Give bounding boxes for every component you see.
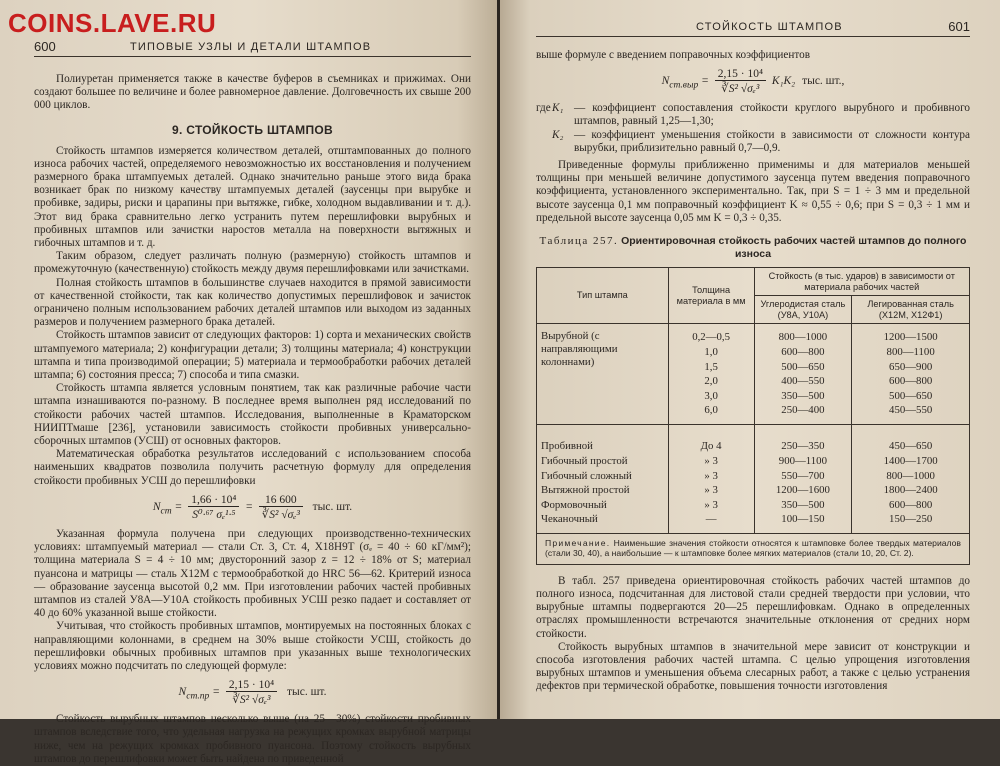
denominator: ∛S² √σₑ³: [261, 508, 300, 521]
cell-type: Гибочный простой: [537, 454, 669, 469]
header-alloy-steel: Легированная сталь (Х12М, Х12Ф1): [852, 296, 970, 324]
cell-type: Формовочный: [537, 498, 669, 513]
table-row: [537, 483, 970, 498]
running-header: [536, 0, 970, 37]
site-watermark: COINS.LAVE.RU: [8, 8, 217, 38]
cell-thickness: 1,0: [668, 345, 754, 360]
table-label: Таблица 257.: [539, 235, 619, 248]
table-row: [537, 439, 970, 454]
cell-type: Вырубной (с направляющими колоннами): [537, 330, 669, 418]
paragraph: Стойкость штампов измеряется количеством деталей, отштампованных до полного износа рабочих частей, определяемого невозможностью их восстановления и получением размерного брака штампуемых деталей. Однако значительно раньше этого вида брака возникает брак по низкому качеству штампуемых деталей (заусенцы при вырубке и пробивке, задиры, риски и царапины при вытяжке, гибке, холодном выдавливании и т. д.). Этот вид брака сравнительно легко устранить путем перешлифовки вырубных и пробивных штампов или зачистки наростов металла на поверхности вытяжных и гибочных штампов и т. д.: [34, 144, 471, 250]
cell-thickness: 1,5: [668, 359, 754, 374]
formula-lhs: N: [661, 75, 670, 88]
cell-alloy: 500—650: [852, 388, 970, 403]
left-page: [0, 0, 497, 765]
cell-thickness: » 3: [668, 498, 754, 513]
cell-thickness: » 3: [668, 483, 754, 498]
formula-n-cm-np: $N_{cm.np}$ = $\frac{\text{2,15 · 10⁴}}{\text{∛S² √σₑ³}}$ тыс. шт.: [178, 679, 327, 707]
table-note: [536, 534, 970, 565]
formula-factors: K₁K₂: [771, 75, 796, 88]
cell-alloy: 1200—1500: [852, 330, 970, 345]
header-thickness: Толщина материала в мм: [668, 268, 754, 324]
formula-unit: тыс. шт.,: [802, 75, 845, 88]
cell-type: Гибочный сложный: [537, 468, 669, 483]
table-row: [537, 498, 970, 513]
cell-carbon: 1200—1600: [754, 483, 852, 498]
formula-lhs: N: [152, 501, 161, 514]
paragraph: Стойкость вырубных штампов несколько выше (на 25—30%) стойкости пробивных штампов вследствие того, что удельная нагрузка на режущих кромках вырубной матрицы ниже, чем на режущих кромках пробивного пуансона. Поэтому стойкость вырубных штампов до перешлифовки может быть найдена по приведенной: [34, 713, 471, 765]
formula-n-cm-vyr: $N_{cm.выр}$ = $\frac{\text{2,15 · 10⁴}}{\text{∛S² √σₑ³}}$ K₁K₂ тыс. шт.,: [661, 68, 845, 96]
table-row: [537, 454, 970, 469]
cell-type: Чеканочный: [537, 512, 669, 527]
coefficient-text: — коэффициент сопоставления стойкости круглого вырубного и пробивного штампов, равный 1,25—1,30;: [574, 102, 970, 128]
cell-carbon: 550—700: [754, 468, 852, 483]
formula-lhs-sub: cm.выр: [669, 79, 699, 91]
paragraph: Полная стойкость штампов в большинстве случаев находится в прямой зависимости от качественной стойкости, так как количество допустимых перешлифовок и зачисток ограничено полным использованием рабочих деталей штампов или выходом из заданных размеров и получением размерного брака деталей.: [34, 276, 471, 329]
fraction: [259, 494, 303, 521]
cell-alloy: 600—800: [852, 498, 970, 513]
cell-alloy: 150—250: [852, 512, 970, 527]
paragraph: Приведенные формулы приближенно применимы и для материалов меньшей толщины при меньшей величине допустимого заусенца путем введения поправочного коэффициента, установленного экспериментально. Так, при S = 1 ÷ 3 мм и предельной высоте заусенца 0,1 мм поправочный коэффициент K ≈ 0,55 ÷ 0,6; при S = 0,3 ÷ 1 мм и предельной высоте заусенца 0,05 мм K = 0,3 ÷ 0,35.: [536, 159, 970, 224]
table-row: [537, 468, 970, 483]
paragraph: Стойкость вырубных штампов в значительной мере зависит от конструкции и способа изготовления рабочих частей штампа. С целью упрощения изготовления вырубных штампов и уменьшения объема слесарных работ, а также с целью устранения дефектов при термической обработке, повышения точности изготовления: [536, 640, 970, 693]
table-caption: [536, 235, 970, 261]
running-title: СТОЙКОСТЬ ШТАМПОВ: [696, 21, 843, 33]
cell-alloy: 600—800: [852, 374, 970, 389]
cell-alloy: 1800—2400: [852, 483, 970, 498]
numerator: 2,15 · 10⁴: [226, 679, 277, 692]
table-title: Ориентировочная стойкость рабочих частей штампов до полного износа: [621, 235, 967, 261]
cell-type: Пробивной: [537, 439, 669, 454]
formula-lhs-sub: cm: [160, 505, 172, 517]
cell-type: Вытяжной простой: [537, 483, 669, 498]
header-carbon-steel: Углеродистая сталь (У8А, У10А): [754, 296, 852, 324]
cell-thickness: До 4: [668, 439, 754, 454]
cell-alloy: 650—900: [852, 359, 970, 374]
cell-carbon: 900—1100: [754, 454, 852, 469]
page-number: 601: [948, 19, 970, 34]
numerator: 1,66 · 10⁴: [188, 494, 239, 507]
cell-carbon: 800—1000: [754, 330, 852, 345]
cell-thickness: 2,0: [668, 374, 754, 389]
cell-carbon: 600—800: [754, 345, 852, 360]
cell-carbon: 400—550: [754, 374, 852, 389]
durability-table: [536, 267, 970, 534]
cell-alloy: 450—550: [852, 403, 970, 418]
cell-carbon: 350—500: [754, 498, 852, 513]
coefficient-text: — коэффициент уменьшения стойкости в зависимости от сложности контура вырубки, приблизительно равный 0,7—0,9.: [574, 128, 970, 154]
cell-thickness: —: [668, 512, 754, 527]
paragraph: В табл. 257 приведена ориентировочная стойкость рабочих частей штампов до полного износа, подсчитанная для листовой стали средней твердости при условии, что вырубные штампы подвергаются 20—25 перешлифовкам. Однако в определенных отраслях промышленности встречаются значительные отклонения от средних норм стойкости.: [536, 574, 970, 640]
table-row: [537, 512, 970, 527]
fraction: [188, 494, 239, 521]
coefficient-symbol: K₂: [552, 128, 564, 141]
coefficient-symbol: K₁: [552, 102, 564, 115]
formula-lhs: N: [178, 686, 187, 699]
cell-thickness: » 3: [668, 454, 754, 469]
cell-carbon: 250—350: [754, 439, 852, 454]
paragraph: Учитывая, что стойкость пробивных штампов, монтируемых на постоянных блоках с направляющими колоннами, в среднем на 30% выше стойкости УСШ, стойкость до перешлифовки обычных пробивных штампов при указанных выше технологических условиях можно подсчитать по следующей формуле:: [34, 620, 471, 672]
paragraph: выше формуле с введением поправочных коэффициентов: [536, 49, 810, 61]
formula-unit: тыс. шт.: [312, 501, 353, 514]
running-title: ТИПОВЫЕ УЗЛЫ И ДЕТАЛИ ШТАМПОВ: [130, 41, 372, 53]
cell-thickness: 3,0: [668, 388, 754, 403]
paragraph: Стойкость штампов зависит от следующих факторов: 1) сорта и механических свойств штампуемого материала; 2) конфигурации детали; 3) толщины материала; 4) конструкции штампа и типа производимой операции; 5) материала и термообработки рабочих деталей штампа; 6) состояния пресса; 7) способа и типа смазки.: [34, 329, 471, 382]
header-type: Тип штампа: [537, 268, 669, 324]
coefficient-definitions: [536, 102, 970, 155]
formula-unit: тыс. шт.: [286, 686, 327, 699]
cell-alloy: 1400—1700: [852, 454, 970, 469]
paragraph: Стойкость штампа является условным понятием, так как различные рабочие части штампа изнашиваются по-разному. В последнее время выполнен ряд исследований по стойкости рабочих частей штампов. Исследования, выполненные в Краматорском НИИПТмаше [236], установили зависимость стойкости пробивных универсально-сборочных штампов (УСШ) от основных факторов.: [34, 382, 471, 448]
cell-thickness: 0,2—0,5: [668, 330, 754, 345]
formula-lhs-sub: cm.np: [186, 690, 210, 702]
cell-thickness: » 3: [668, 468, 754, 483]
cell-carbon: 250—400: [754, 403, 852, 418]
cell-carbon: 350—500: [754, 388, 852, 403]
cell-alloy: 800—1000: [852, 468, 970, 483]
denominator: ∛S² √σₑ³: [232, 694, 271, 707]
cell-alloy: 450—650: [852, 439, 970, 454]
cell-carbon: 100—150: [754, 512, 852, 527]
fraction: [715, 68, 766, 95]
denominator: S⁰·⁶⁷ σₑ¹·⁵: [192, 508, 236, 521]
table-row: [537, 330, 970, 345]
paragraph: Указанная формула получена при следующих производственно-технических условиях: штампуемый материал — стали Ст. 3, Ст. 4, Х18Н9Т (σₑ = 40 ÷ 60 кГ/мм²); толщина материала S = 4 ÷ 10 мм; двусторонний зазор z = 12 ÷ 18% от S; материал пуансона и матрицы — сталь Х12М с термообработкой до HRC 56—62. Критерий износа — образование заусенца высотой 0,2 мм. При изготовлении рабочих частей пробивных штампов из сталей У8А—У10А стойкость пробивных УСШ резко падает и составляет от 40 до 60% указанной выше стойкости.: [34, 527, 471, 620]
numerator: 2,15 · 10⁴: [715, 68, 766, 81]
paragraph: Математическая обработка результатов исследований с использованием способа наименьших квадратов позволила получить расчетную формулу для определения стойкости пробивных УСШ до перешлифовки: [34, 448, 471, 487]
cell-thickness: 6,0: [668, 403, 754, 418]
cell-alloy: 800—1100: [852, 345, 970, 360]
paragraph: Таким образом, следует различать полную (размерную) стойкость штампов и промежуточную (качественную) стойкость между двумя перешлифовками или зачистками.: [34, 250, 471, 276]
header-group: Стойкость (в тыс. ударов) в зависимости от материала рабочих частей: [754, 268, 970, 296]
right-page: [500, 0, 1000, 719]
paragraph: Полиуретан применяется также в качестве буферов в съемниках и прижимах. Они создают большее по величине и более равномерное давление. Долговечность их свыше 200 000 циклов.: [34, 73, 471, 112]
numerator: 16 600: [259, 494, 303, 507]
page-number: 600: [34, 39, 56, 54]
note-label: Примечание.: [545, 537, 611, 548]
cell-carbon: 500—650: [754, 359, 852, 374]
fraction: [226, 679, 277, 706]
section-title: 9. СТОЙКОСТЬ ШТАМПОВ: [172, 122, 333, 137]
note-text: Наименьшие значения стойкости относятся к штамповке более твердых материалов (стали 30, 40), а наибольшие — к штамповке более мягких материалов (стали 10, 20, Ст. 2).: [545, 537, 961, 559]
formula-n-cm: $N_{cm}$ = $\frac{\text{1,66 · 10⁴}}{\text{S⁰·⁶⁷ σₑ¹·⁵}}$ = $\frac{16 600}{\text{∛S² √σₑ³}}$ тыс. шт.: [152, 493, 353, 521]
where-word: где: [536, 102, 551, 115]
denominator: ∛S² √σₑ³: [721, 83, 760, 96]
